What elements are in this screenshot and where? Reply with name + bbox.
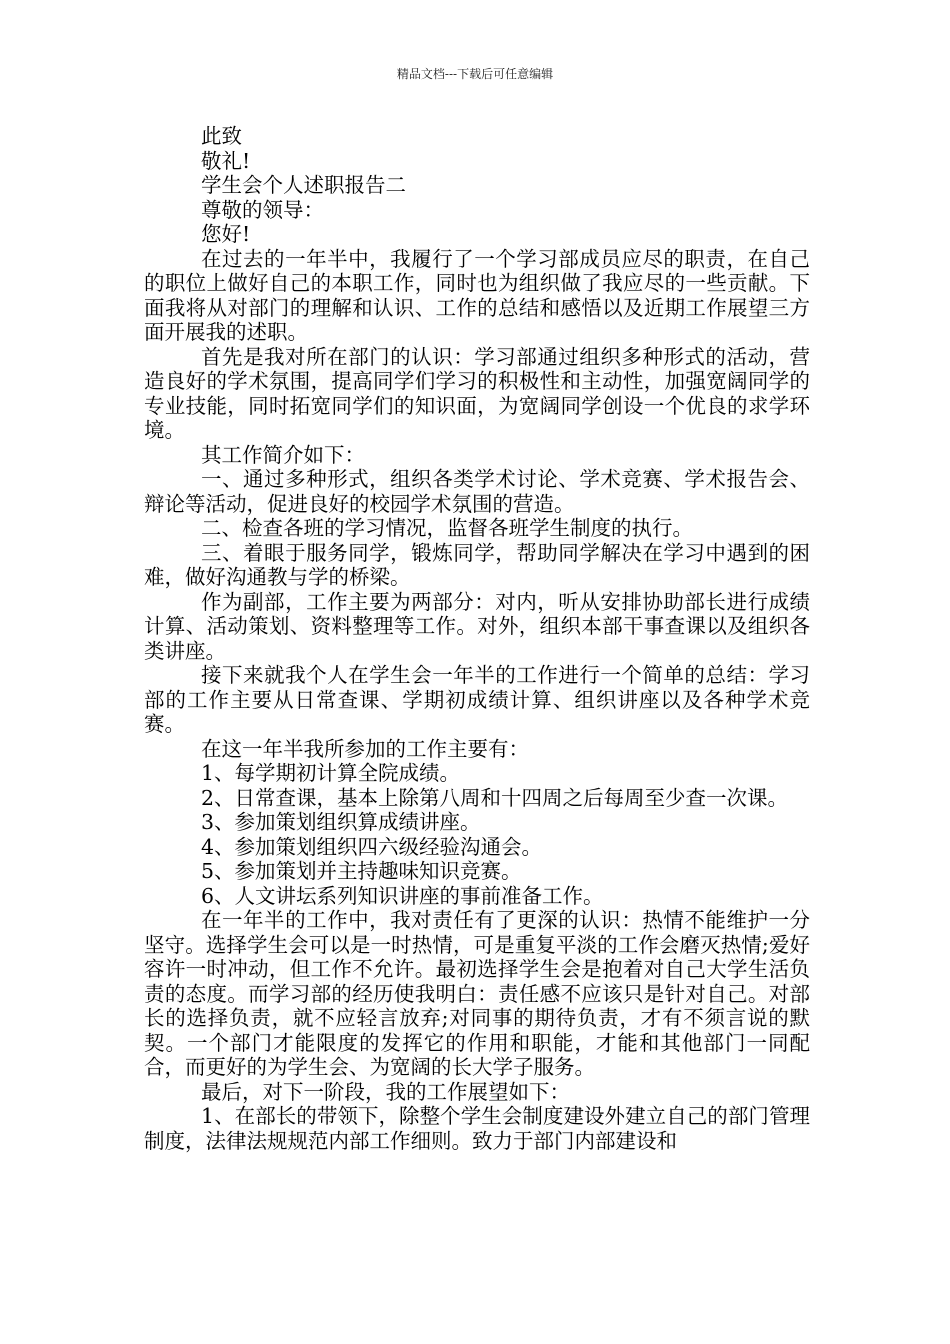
paragraph: 一、通过多种形式，组织各类学术讨论、学术竞赛、学术报告会、辩论等活动，促进良好的校园学术氛围的营造。 [144,467,810,516]
paragraph: 二、检查各班的学习情况，监督各班学生制度的执行。 [201,516,693,540]
closing-line: 敬礼! [201,148,251,173]
list-item: 3、参加策划组织算成绩讲座。 [201,810,481,834]
paragraph: 在这一年半我所参加的工作主要有： [201,736,529,761]
closing-line: 此致 [201,124,242,148]
list-item: 6、人文讲坛系列知识讲座的事前准备工作。 [201,883,604,908]
paragraph: 接下来就我个人在学生会一年半的工作进行一个简单的总结：学习部的工作主要从日常查课、学期初成绩计算、组织讲座以及各种学术竞赛。 [144,663,810,736]
paragraph: 作为副部，工作主要为两部分：对内，听从安排协助部长进行成绩计算、活动策划、资料整理等工作。对外，组织本部干事查课以及组织各类讲座。 [144,589,810,663]
paragraph: 三、着眼于服务同学，锻炼同学，帮助同学解决在学习中遇到的困难，做好沟通教与学的桥梁。 [144,540,810,589]
list-item: 4、参加策划组织四六级经验沟通会。 [201,834,543,859]
list-item: 2、日常查课，基本上除第八周和十四周之后每周至少查一次课。 [201,785,789,810]
paragraph: 首先是我对所在部门的认识：学习部通过组织多种形式的活动，营造良好的学术氛围，提高同学们学习的积极性和主动性，加强宽阔同学的专业技能，同时拓宽同学们的知识面，为宽阔同学创设一个优良的求学环境。 [144,344,810,442]
paragraph: 1、在部长的带领下，除整个学生会制度建设外建立自己的部门管理制度，法律法规规范内部工作细则。致力于部门内部建设和 [144,1104,810,1153]
page-header: 精品文档---下载后可任意编辑 [396,67,554,81]
document-body [144,124,810,1153]
report-title: 学生会个人述职报告二 [201,173,406,197]
list-item: 5、参加策划并主持趣味知识竞赛。 [201,859,522,883]
paragraph: 其工作简介如下： [201,442,365,467]
list-item: 1、每学期初计算全院成绩。 [201,761,461,785]
salutation: 尊敬的领导： [201,197,324,222]
paragraph: 最后，对下一阶段，我的工作展望如下： [201,1079,570,1104]
paragraph: 在过去的一年半中，我履行了一个学习部成员应尽的职责，在自己的职位上做好自己的本职工作，同时也为组织做了我应尽的一些贡献。下面我将从对部门的理解和认识、工作的总结和感悟以及近期工作展望三方面开展我的述职。 [144,246,810,344]
paragraph: 在一年半的工作中，我对责任有了更深的认识：热情不能维护一分坚守。选择学生会可以是一时热情，可是重复平淡的工作会磨灭热情;爱好容许一时冲动，但工作不允许。最初选择学生会是抱着对自己大学生活负责的态度。而学习部的经历使我明白：责任感不应该只是针对自己。对部长的选择负责，就不应轻言放弃;对同事的期待负责，才有不须言说的默契。一个部门才能限度的发挥它的作用和职能，才能和其他部门一同配合，而更好的为学生会、为宽阔的长大学子服务。 [144,908,810,1079]
greeting: 您好! [201,222,251,246]
